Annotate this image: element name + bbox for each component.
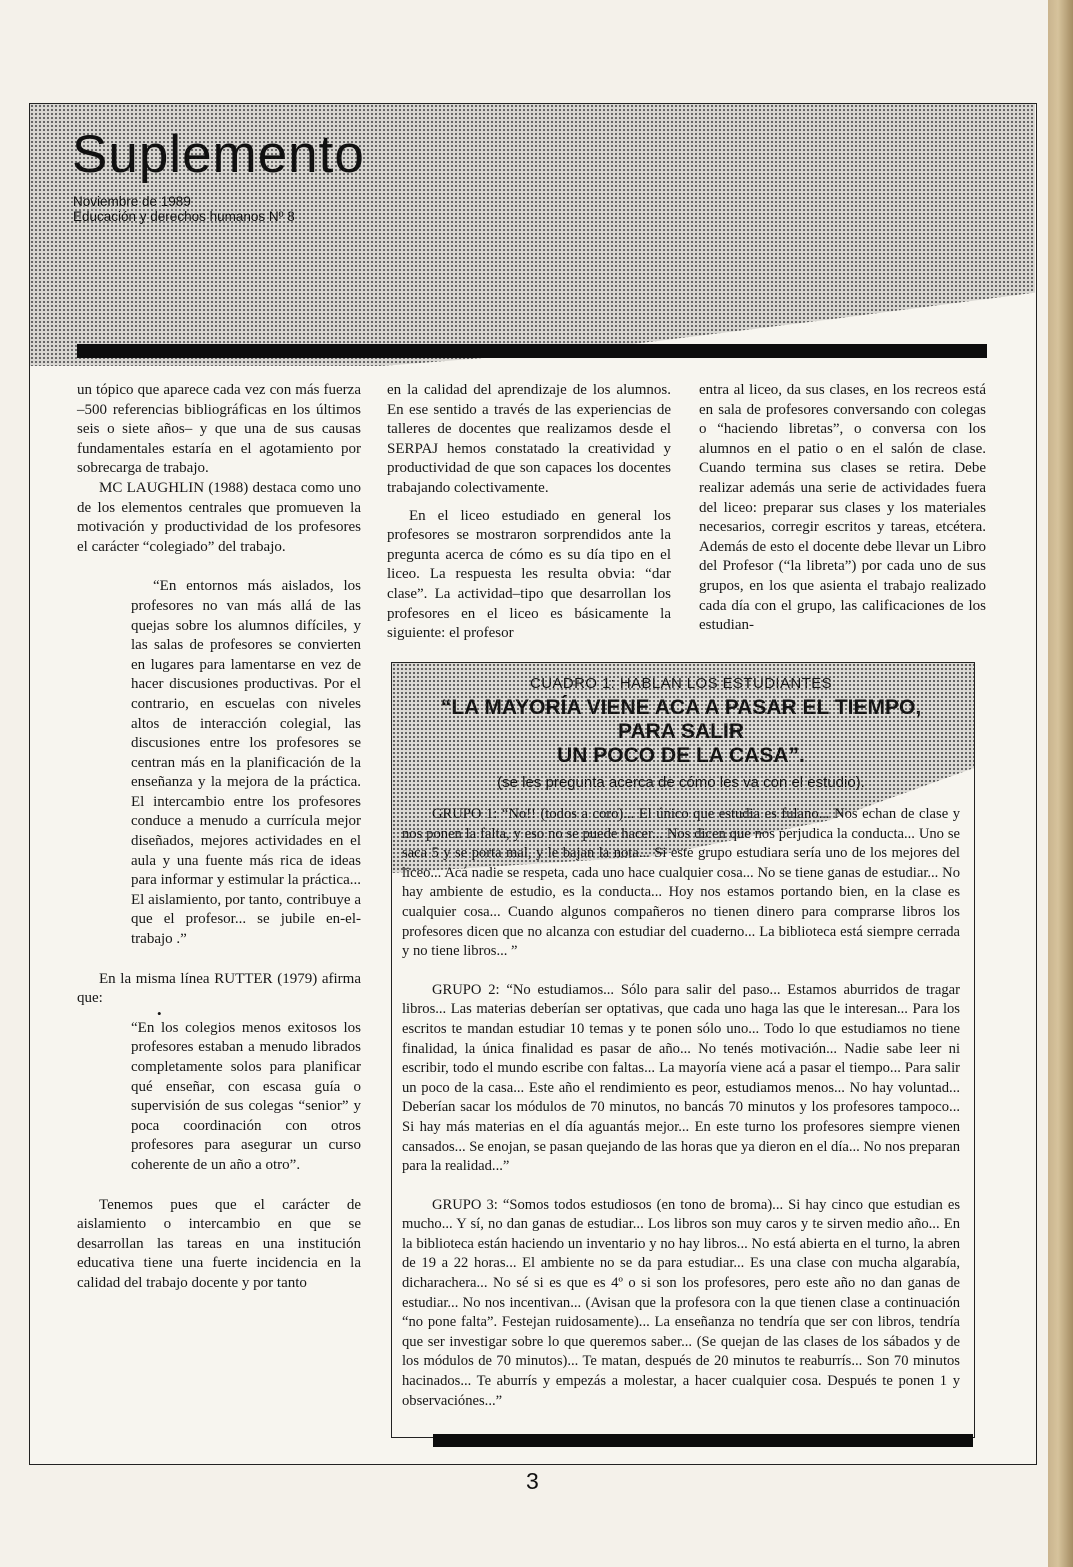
- page-number: 3: [526, 1468, 539, 1494]
- sidebar-box-cuadro-1: [391, 662, 975, 1438]
- group-2-quote: GRUPO 2: “No estudiamos... Sólo para salir del paso... Estamos aburridos de tragar libros... Las materias deberían ser optativas, que cada uno haga las que le interesan... Para los escritos te mandan estudiar 10 temas y te ponen sólo uno... Todo lo que estudiamos no tiene finalidad, la única finalidad es pasar de año... No tenés motivación... Nadie sabe leer ni escribir, todo el mundo escribe con faltas... La mayoría viene acá a pasar el tiempo... Para salir un poco de la casa... Este año el rendimiento es peor, estudiamos menos... No hay voluntad... Deberían sacar los módulos de 70 minutos, no bancás 70 minutos y los profesores tampoco... Si hay más materias en el día aguantás mejor... En este turno los profesores siempre vienen cansados... Se enojan, se pasan quejando de las horas que ya dieron en el día... No nos preparan para la realidad...”: [402, 981, 960, 1175]
- bullet-mark: •: [157, 1005, 162, 1021]
- box-note: (se les pregunta acerca de cómo les va con el estudio).: [497, 774, 865, 791]
- box-headline-line-2: PARA SALIR: [618, 720, 744, 743]
- paragraph: en la calidad del aprendizaje de los alumnos. En ese sentido a través de las experiencias de talleres de docentes que realizamos desde el SERPAJ hemos constatado la creatividad y productividad de que son capaces los docentes trabajando colectivamente.: [387, 382, 671, 496]
- paragraph: MC LAUGHLIN (1988) destaca como uno de los elementos centrales que promueven la motivación y productividad de los profesores el carácter “colegiado” del trabajo.: [77, 479, 361, 555]
- paragraph: entra al liceo, da sus clases, en los recreos está en sala de profesores conversando con colegas o “haciendo libretas”, o conversa con los alumnos en el patio o en el salón de clase. Cuando termina sus clases se retira. Debe realizar además una serie de actividades fuera del liceo: preparar sus clases y los materiales necesarios, corregir escritos y tareas, etcétera. Además de esto el docente debe llevar un Libro del Profesor (“la libreta”) por cada uno de sus grupos, en los que asienta el trabajo realizado cada día con el grupo, las calificaciones de los estudian-: [699, 382, 986, 634]
- issue-date: Noviembre de 1989: [73, 194, 191, 209]
- header-rule: [77, 344, 987, 358]
- paragraph: Tenemos pues que el carácter de aislamiento o intercambio en que se desarrollan las tareas en una institución educativa tiene una fuerte incidencia en la calidad del trabajo docente y por tanto: [77, 1196, 361, 1291]
- box-headline-line-1: “LA MAYORÍA VIENE ACA A PASAR EL TIEMPO,: [440, 696, 922, 719]
- box-label: CUADRO 1: HABLAN LOS ESTUDIANTES: [529, 675, 833, 692]
- block-quote: “En los colegios menos exitosos los profesores estaban a menudo librados completamente solos para planificar qué enseñar, con escasa guía o supervisión de sus colegas “senior” y poca coordinación con otros profesores para asegurar un curso coherente de un año a otro”.: [131, 1019, 361, 1173]
- block-quote: “En entornos más aislados, los profesores no van más allá de las quejas sobre los alumnos difíciles, y las salas de profesores se convierten en lugares para lamentarse en vez de hacer discusiones productivas. Por el contrario, en escuelas con niveles altos de interacción colegial, las discusiones entre los profesores se centran más en la planificación de la enseñanza y la mejora de la práctica. El intercambio entre los profesores conduce a menudo a currícula mejor diseñados, mejores actividades en el aula y una fuente más rica de ideas para informar y estimular la práctica... El aislamiento, por tanto, contribuye a que el profesor... se jubile en-el-trabajo .”: [131, 578, 361, 948]
- column-3: [699, 381, 986, 651]
- paragraph: En la misma línea RUTTER (1979) afirma que:: [77, 970, 361, 1007]
- paragraph: un tópico que aparece cada vez con más fuerza –500 referencias bibliográficas en los últimos seis o siete años– y que una de sus causas fundamentales estaría en el agotamiento por sobrecarga de trabajo.: [77, 382, 361, 477]
- column-1: [77, 381, 361, 1294]
- group-1-quote: GRUPO 1: “No!! (todos a coro)... El único que estudia es fulano... Nos echan de clase y nos ponen la falta, y eso no se puede hacer... Nos dicen que nos perjudica la conducta... Uno se saca 5 y se porta mal, y le bajan la nota... Si este grupo estudiara sería uno de los mejores del liceo... Acá nadie se respeta, cada uno hace cualquier cosa... No se tiene ganas de estudiar... No hay ambiente de estudio, es la conducta... Hoy nos estamos portando bien, en la clase es cualquier cosa... Cuando algunos compañeros no tienen dinero para comprarse libros los profesores dicen que no alcanza con estudiar del cuaderno... La biblioteca está siempre cerrada y no tiene libros... ”: [402, 806, 960, 960]
- group-3-quote: GRUPO 3: “Somos todos estudiosos (en tono de broma)... Si hay cinco que estudian es mucho... Y sí, no dan ganas de estudiar... Los libros son muy caros y te sirven medio año... En la biblioteca están haciendo un inventario y no hay libros... No está abierta en el turno, la abren de 19 a 22 horas... El ambiente no se da para estudiar... Es una clase con mucha algarabía, dicharachera... No sé si es que es 4º o si son los profesores, pero este año no dan ganas de estudiar... No nos incentivan... (Avisan que la profesora con la que tienen clase a continuación “no pone falta”. Festejan ruidosamente)... La enseñanza no tendría que ser con libros, tendría que ser investigar sobre lo que queremos saber... (Se quejan de las clases de los sábados y de los módulos de 70 minutos)... Te matan, después de 20 minutos te reaburrís... Son 70 minutos hacinados... Te aburrís y empezás a molestar, a hacer cualquier cosa. Después te ponen 1 y observaciónes...”: [402, 1196, 960, 1409]
- header-subtitle: [73, 194, 295, 224]
- issue-series: Educación y derechos humanos Nº 8: [73, 209, 295, 224]
- box-shadow-bar: [433, 1434, 973, 1447]
- binding-edge: [1048, 0, 1073, 1567]
- paragraph: En el liceo estudiado en general los profesores se mostraron sorprendidos ante la pregunta acerca de cómo es su día tipo en el liceo. La respuesta les resulta obvia: “dar clase”. La actividad–tipo que desarrollan los profesores en el liceo es básicamente la siguiente: el profesor: [387, 507, 671, 642]
- supplement-title: Suplemento: [72, 125, 365, 184]
- box-headline-line-3: UN POCO DE LA CASA”.: [557, 744, 805, 767]
- column-2: [387, 381, 671, 644]
